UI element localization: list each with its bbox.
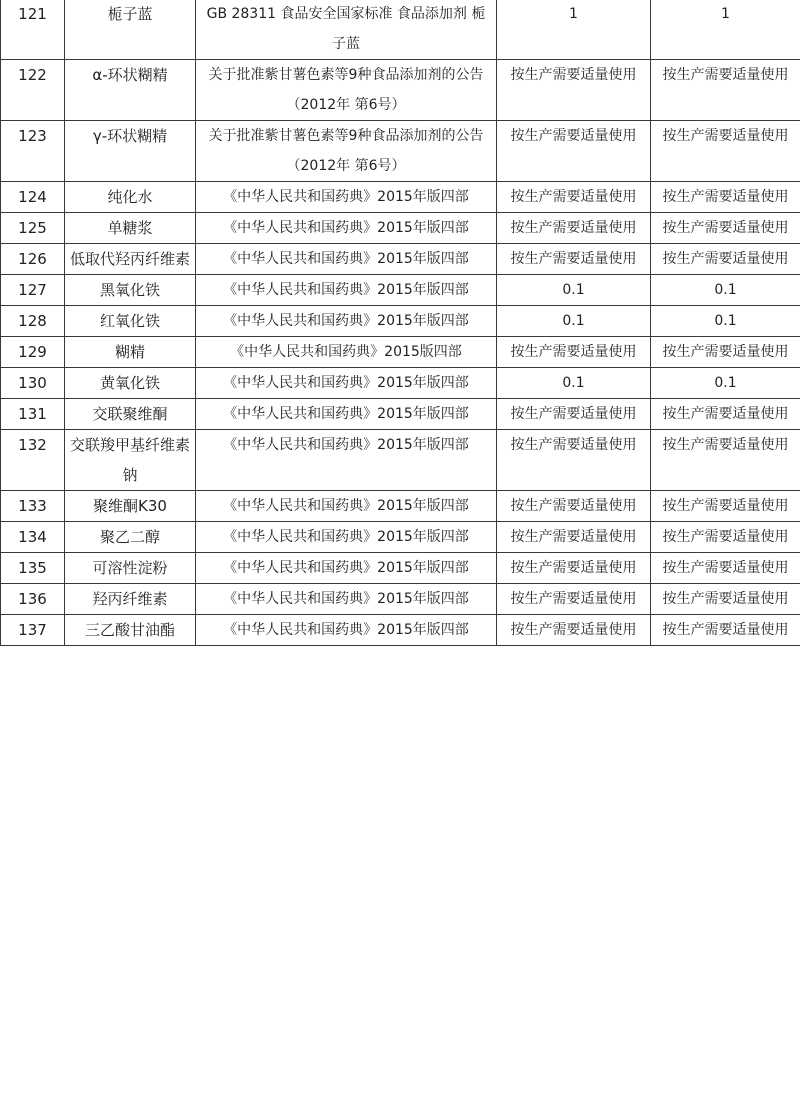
cell-additive-name: 黑氧化铁 [65, 275, 196, 306]
cell-number: 135 [1, 553, 65, 584]
table-row [1, 430, 800, 491]
cell-additive-name: 糊精 [65, 337, 196, 368]
cell-additive-name: α-环状糊精 [65, 60, 196, 121]
cell-standard-source: 《中华人民共和国药典》2015版四部 [196, 337, 497, 368]
cell-usage-1: 按生产需要适量使用 [497, 615, 651, 646]
table-row [1, 0, 800, 60]
cell-usage-2: 按生产需要适量使用 [651, 430, 800, 491]
cell-standard-source: 《中华人民共和国药典》2015年版四部 [196, 368, 497, 399]
cell-number: 137 [1, 615, 65, 646]
cell-additive-name: 栀子蓝 [65, 0, 196, 60]
cell-usage-2: 按生产需要适量使用 [651, 522, 800, 553]
cell-additive-name: 聚乙二醇 [65, 522, 196, 553]
cell-usage-1: 按生产需要适量使用 [497, 60, 651, 121]
cell-usage-1: 按生产需要适量使用 [497, 399, 651, 430]
cell-usage-2: 按生产需要适量使用 [651, 337, 800, 368]
cell-standard-source: 《中华人民共和国药典》2015年版四部 [196, 182, 497, 213]
table-row [1, 553, 800, 584]
cell-usage-2: 按生产需要适量使用 [651, 182, 800, 213]
cell-usage-2: 按生产需要适量使用 [651, 213, 800, 244]
cell-standard-source: 关于批准紫甘薯色素等9种食品添加剂的公告（2012年 第6号） [196, 60, 497, 121]
cell-additive-name: 交联聚维酮 [65, 399, 196, 430]
cell-usage-1: 按生产需要适量使用 [497, 244, 651, 275]
cell-standard-source: 《中华人民共和国药典》2015年版四部 [196, 430, 497, 491]
table-row [1, 584, 800, 615]
cell-usage-1: 按生产需要适量使用 [497, 584, 651, 615]
cell-additive-name: 红氧化铁 [65, 306, 196, 337]
cell-number: 128 [1, 306, 65, 337]
cell-usage-2: 0.1 [651, 306, 800, 337]
cell-number: 131 [1, 399, 65, 430]
table-row [1, 121, 800, 182]
cell-usage-2: 0.1 [651, 368, 800, 399]
table-row [1, 60, 800, 121]
cell-usage-1: 0.1 [497, 306, 651, 337]
cell-usage-1: 按生产需要适量使用 [497, 337, 651, 368]
table-row [1, 275, 800, 306]
table-row [1, 615, 800, 646]
cell-additive-name: 聚维酮K30 [65, 491, 196, 522]
cell-usage-1: 按生产需要适量使用 [497, 182, 651, 213]
cell-usage-1: 按生产需要适量使用 [497, 121, 651, 182]
cell-standard-source: 《中华人民共和国药典》2015年版四部 [196, 213, 497, 244]
cell-additive-name: 三乙酸甘油酯 [65, 615, 196, 646]
cell-usage-2: 0.1 [651, 275, 800, 306]
cell-usage-2: 按生产需要适量使用 [651, 491, 800, 522]
cell-number: 127 [1, 275, 65, 306]
cell-standard-source: 《中华人民共和国药典》2015年版四部 [196, 399, 497, 430]
cell-usage-1: 0.1 [497, 368, 651, 399]
cell-usage-1: 1 [497, 0, 651, 60]
cell-additive-name: 低取代羟丙纤维素 [65, 244, 196, 275]
cell-standard-source: 《中华人民共和国药典》2015年版四部 [196, 306, 497, 337]
table-row [1, 182, 800, 213]
table-row [1, 244, 800, 275]
cell-usage-1: 按生产需要适量使用 [497, 553, 651, 584]
cell-usage-1: 按生产需要适量使用 [497, 522, 651, 553]
cell-usage-1: 按生产需要适量使用 [497, 430, 651, 491]
cell-number: 121 [1, 0, 65, 60]
cell-number: 133 [1, 491, 65, 522]
cell-additive-name: 交联羧甲基纤维素钠 [65, 430, 196, 491]
cell-standard-source: 《中华人民共和国药典》2015年版四部 [196, 553, 497, 584]
cell-number: 130 [1, 368, 65, 399]
cell-number: 126 [1, 244, 65, 275]
table-row [1, 368, 800, 399]
cell-number: 124 [1, 182, 65, 213]
cell-usage-2: 1 [651, 0, 800, 60]
cell-usage-2: 按生产需要适量使用 [651, 399, 800, 430]
cell-usage-2: 按生产需要适量使用 [651, 60, 800, 121]
cell-usage-2: 按生产需要适量使用 [651, 121, 800, 182]
table-row [1, 522, 800, 553]
cell-additive-name: γ-环状糊精 [65, 121, 196, 182]
table-row [1, 213, 800, 244]
cell-standard-source: GB 28311 食品安全国家标准 食品添加剂 栀子蓝 [196, 0, 497, 60]
cell-usage-2: 按生产需要适量使用 [651, 615, 800, 646]
cell-usage-1: 按生产需要适量使用 [497, 491, 651, 522]
table-row [1, 337, 800, 368]
cell-standard-source: 关于批准紫甘薯色素等9种食品添加剂的公告（2012年 第6号） [196, 121, 497, 182]
cell-standard-source: 《中华人民共和国药典》2015年版四部 [196, 615, 497, 646]
cell-additive-name: 黄氧化铁 [65, 368, 196, 399]
cell-usage-2: 按生产需要适量使用 [651, 553, 800, 584]
cell-additive-name: 可溶性淀粉 [65, 553, 196, 584]
cell-usage-1: 0.1 [497, 275, 651, 306]
cell-usage-2: 按生产需要适量使用 [651, 244, 800, 275]
cell-standard-source: 《中华人民共和国药典》2015年版四部 [196, 491, 497, 522]
cell-standard-source: 《中华人民共和国药典》2015年版四部 [196, 244, 497, 275]
cell-additive-name: 羟丙纤维素 [65, 584, 196, 615]
cell-number: 122 [1, 60, 65, 121]
cell-additive-name: 单糖浆 [65, 213, 196, 244]
cell-usage-2: 按生产需要适量使用 [651, 584, 800, 615]
cell-number: 129 [1, 337, 65, 368]
cell-number: 123 [1, 121, 65, 182]
cell-additive-name: 纯化水 [65, 182, 196, 213]
cell-standard-source: 《中华人民共和国药典》2015年版四部 [196, 275, 497, 306]
cell-number: 132 [1, 430, 65, 491]
cell-standard-source: 《中华人民共和国药典》2015年版四部 [196, 522, 497, 553]
cell-usage-1: 按生产需要适量使用 [497, 213, 651, 244]
table-body [1, 0, 800, 646]
table-row [1, 306, 800, 337]
table-row [1, 491, 800, 522]
cell-number: 125 [1, 213, 65, 244]
cell-standard-source: 《中华人民共和国药典》2015年版四部 [196, 584, 497, 615]
table-row [1, 399, 800, 430]
cell-number: 136 [1, 584, 65, 615]
cell-number: 134 [1, 522, 65, 553]
